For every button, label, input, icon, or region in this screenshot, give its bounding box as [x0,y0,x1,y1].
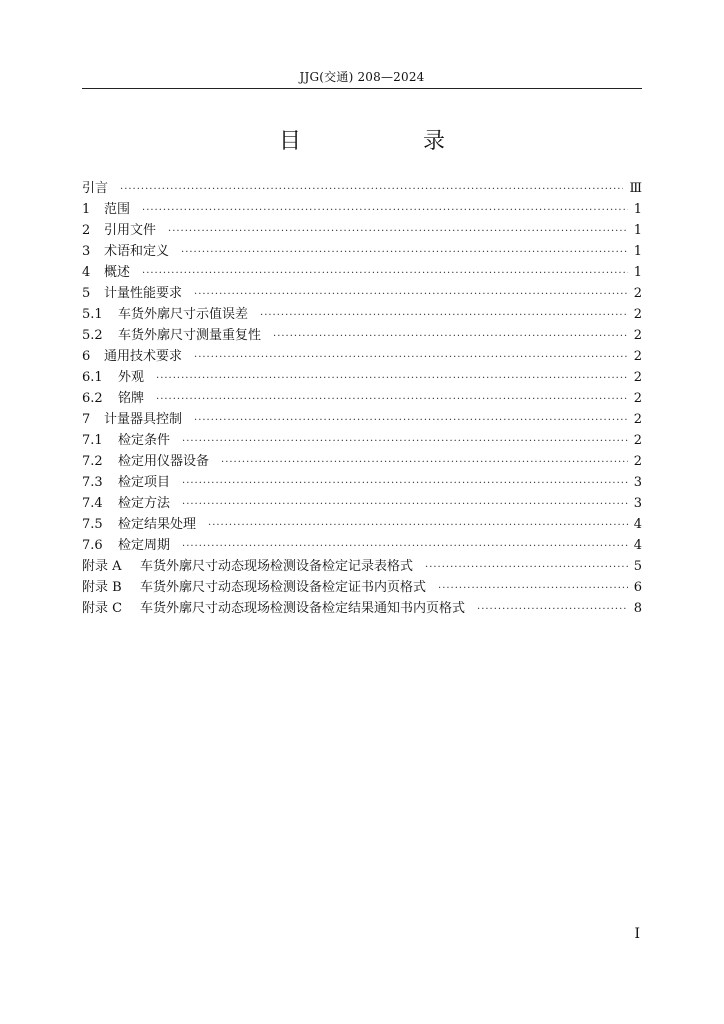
dot-leader [182,536,628,557]
toc-entry-appendix-a[interactable] [82,556,642,577]
toc-entry-number: 5.1 [82,307,103,322]
toc-entry-6-2[interactable] [82,388,642,409]
toc-entry-label: 检定方法 [118,496,171,511]
toc-entry-3[interactable] [82,241,642,262]
toc-entry-page: 2 [633,370,642,385]
toc-entry-page: 1 [633,265,642,280]
toc-entry-number: 7.4 [82,496,103,511]
toc-entry-number: 附录 A [82,559,122,574]
dot-leader [142,200,628,221]
toc-entry-7-2[interactable] [82,451,642,472]
toc-entry-6-1[interactable] [82,367,642,388]
toc-entry-page: Ⅲ [629,181,642,196]
toc-entry-page: 5 [633,559,642,574]
toc-entry-label: 车货外廓尺寸动态现场检测设备检定证书内页格式 [140,580,427,595]
dot-leader [477,599,628,620]
toc-entry-label: 车货外廓尺寸测量重复性 [118,328,262,343]
toc-entry-label: 检定用仪器设备 [118,454,210,469]
toc-entry-appendix-c[interactable] [82,598,642,619]
toc-entry-label: 范围 [104,202,131,217]
toc-entry-label: 外观 [118,370,145,385]
page-number: I [634,926,640,942]
toc-entry-7-1[interactable] [82,430,642,451]
dot-leader [194,284,628,305]
toc-entry-5[interactable] [82,283,642,304]
toc-entry-5-1[interactable] [82,304,642,325]
toc-entry-label: 通用技术要求 [104,349,183,364]
dot-leader [194,347,628,368]
toc-entry-foreword[interactable] [82,178,642,199]
toc-entry-7-4[interactable] [82,493,642,514]
toc-entry-page: 4 [633,538,642,553]
toc-entry-number: 7.3 [82,475,103,490]
toc-entry-label: 检定条件 [118,433,171,448]
toc-entry-number: 1 [82,202,91,217]
toc-entry-label: 车货外廓尺寸示值误差 [118,307,249,322]
toc-entry-number: 2 [82,223,91,238]
toc-entry-label: 引言 [82,181,109,196]
toc-entry-number: 7.6 [82,538,103,553]
dot-leader [156,368,628,389]
toc-entry-page: 4 [633,517,642,532]
toc-entry-page: 1 [633,223,642,238]
dot-leader [168,221,628,242]
dot-leader [182,431,628,452]
toc-entry-page: 8 [633,601,642,616]
toc-entry-7-6[interactable] [82,535,642,556]
dot-leader [425,557,628,578]
toc-entry-number: 附录 C [82,601,123,616]
toc-entry-number: 附录 B [82,580,122,595]
toc-entry-label: 概述 [104,265,131,280]
toc-entry-6[interactable] [82,346,642,367]
toc-entry-label: 检定周期 [118,538,171,553]
dot-leader [221,452,628,473]
table-of-contents [82,178,642,619]
toc-entry-page: 2 [633,391,642,406]
toc-entry-page: 2 [633,412,642,427]
toc-entry-label: 车货外廓尺寸动态现场检测设备检定记录表格式 [140,559,414,574]
dot-leader [194,410,628,431]
toc-entry-page: 1 [633,244,642,259]
toc-entry-number: 7.5 [82,517,103,532]
toc-entry-page: 2 [633,286,642,301]
toc-entry-label: 引用文件 [104,223,157,238]
dot-leader [181,242,628,263]
toc-entry-number: 6.1 [82,370,103,385]
toc-entry-page: 2 [633,307,642,322]
toc-entry-number: 5.2 [82,328,103,343]
toc-entry-number: 6.2 [82,391,103,406]
dot-leader [260,305,628,326]
toc-entry-2[interactable] [82,220,642,241]
toc-entry-label: 术语和定义 [104,244,170,259]
toc-entry-7[interactable] [82,409,642,430]
toc-entry-label: 检定结果处理 [118,517,197,532]
toc-entry-label: 车货外廓尺寸动态现场检测设备检定结果通知书内页格式 [140,601,466,616]
dot-leader [208,515,628,536]
toc-entry-page: 1 [633,202,642,217]
dot-leader [182,473,628,494]
toc-entry-page: 2 [633,328,642,343]
dot-leader [438,578,628,599]
toc-entry-page: 2 [633,433,642,448]
toc-entry-label: 计量器具控制 [104,412,183,427]
toc-entry-number: 7 [82,412,91,427]
dot-leader [182,494,628,515]
toc-entry-appendix-b[interactable] [82,577,642,598]
toc-entry-number: 4 [82,265,91,280]
header-divider [82,88,642,89]
toc-entry-number: 5 [82,286,91,301]
dot-leader [156,389,628,410]
toc-entry-7-3[interactable] [82,472,642,493]
toc-entry-page: 3 [633,475,642,490]
toc-entry-number: 3 [82,244,91,259]
toc-entry-label: 计量性能要求 [104,286,183,301]
toc-entry-1[interactable] [82,199,642,220]
toc-entry-page: 2 [633,349,642,364]
toc-entry-label: 铭牌 [118,391,145,406]
toc-entry-4[interactable] [82,262,642,283]
dot-leader [142,263,628,284]
toc-entry-page: 2 [633,454,642,469]
toc-entry-number: 7.2 [82,454,103,469]
document-code-header: JJG(交通) 208—2024 [299,70,425,84]
toc-entry-7-5[interactable] [82,514,642,535]
toc-title: 目 录 [278,129,495,154]
toc-entry-number: 7.1 [82,433,103,448]
dot-leader [120,179,623,200]
toc-entry-label: 检定项目 [118,475,171,490]
dot-leader [273,326,628,347]
toc-entry-5-2[interactable] [82,325,642,346]
toc-entry-page: 6 [633,580,642,595]
toc-entry-page: 3 [633,496,642,511]
toc-entry-number: 6 [82,349,91,364]
